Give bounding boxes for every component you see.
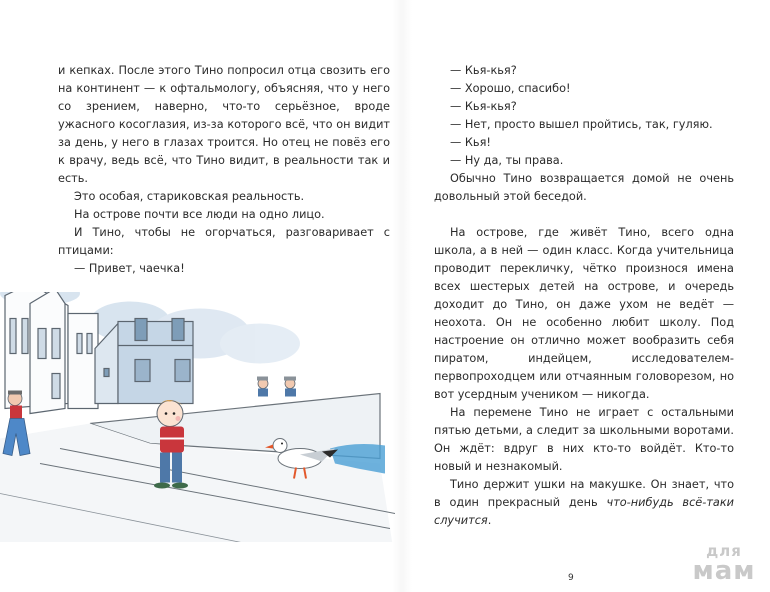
paragraph-text: Тино держит ушки на макушке. Он знает, что в один прекрасный день	[434, 478, 734, 509]
old-men-in-caps	[257, 377, 296, 397]
italic-emphasis: что-нибудь всё-таки случится	[434, 496, 735, 527]
paragraph: На острове, где живёт Тино, всего одна школа, а в ней — один класс. Когда учительница проводит перекличку, чётко произнося имена всех шестерых детей на острове, и очередь доходит до Тино, он даже ухом не ведёт — неохота. Он не особенно любит школу. Под настроение он отлично может вообразить себя пиратом, индейцем, исследователем-первопроходцем или отчаянным головорезом, но вот усердным учеником — никогда.	[434, 226, 734, 401]
dialogue-line: — Кья-кья?	[450, 64, 517, 77]
dialogue-line: — Хорошо, спасибо!	[450, 82, 571, 95]
right-page	[400, 0, 770, 592]
illustration-container	[0, 292, 395, 542]
paragraph: На перемене Тино не играет с остальными пятью детьми, а следит за школьными воротами. Он ждёт: вдруг в них кто-то войдёт. Кто-то новый и незнакомый.	[434, 406, 734, 473]
section-break	[434, 206, 734, 224]
paragraph: На острове почти все люди на одно лицо.	[74, 208, 325, 221]
paragraph: Обычно Тино возвращается домой не очень довольный этой беседой.	[434, 172, 734, 203]
paragraph: И Тино, чтобы не огорчаться, разговаривает с птицами:	[58, 226, 390, 257]
watermark-line-2: мам	[692, 556, 756, 586]
quay-wall	[0, 394, 395, 543]
dialogue-line: — Кья-кья?	[450, 100, 517, 113]
dialogue-line: — Привет, чаечка!	[74, 262, 185, 275]
dialogue-line: — Нет, просто вышел пройтись, так, гуляю.	[450, 118, 713, 131]
right-page-text	[434, 62, 734, 530]
paragraph: и кепках. После этого Тино попросил отца свозить его на континент — к офтальмологу, объясняя, что у него со зрением, наверно, что-то серьёзное, вроде ужасного косоглазия, из-за которого всё, что он видит за день, у него в глазах троится. Но отец не повёз его к врачу, ведь всё, что Тино видит, в реальности так и есть.	[58, 64, 390, 185]
page-number: 9	[568, 573, 574, 583]
paragraph	[434, 476, 734, 530]
right-page-footer	[434, 542, 756, 592]
illustration-boy-and-seagull	[0, 292, 395, 542]
paragraph-end: .	[487, 514, 492, 527]
dialogue-line: — Кья!	[450, 136, 491, 149]
watermark-logo	[684, 544, 764, 584]
watermark-line-1: для	[706, 542, 742, 560]
paragraph: Это особая, стариковская реальность.	[74, 190, 305, 203]
left-page-text	[58, 62, 390, 278]
dialogue-line: — Ну да, ты права.	[450, 154, 564, 167]
